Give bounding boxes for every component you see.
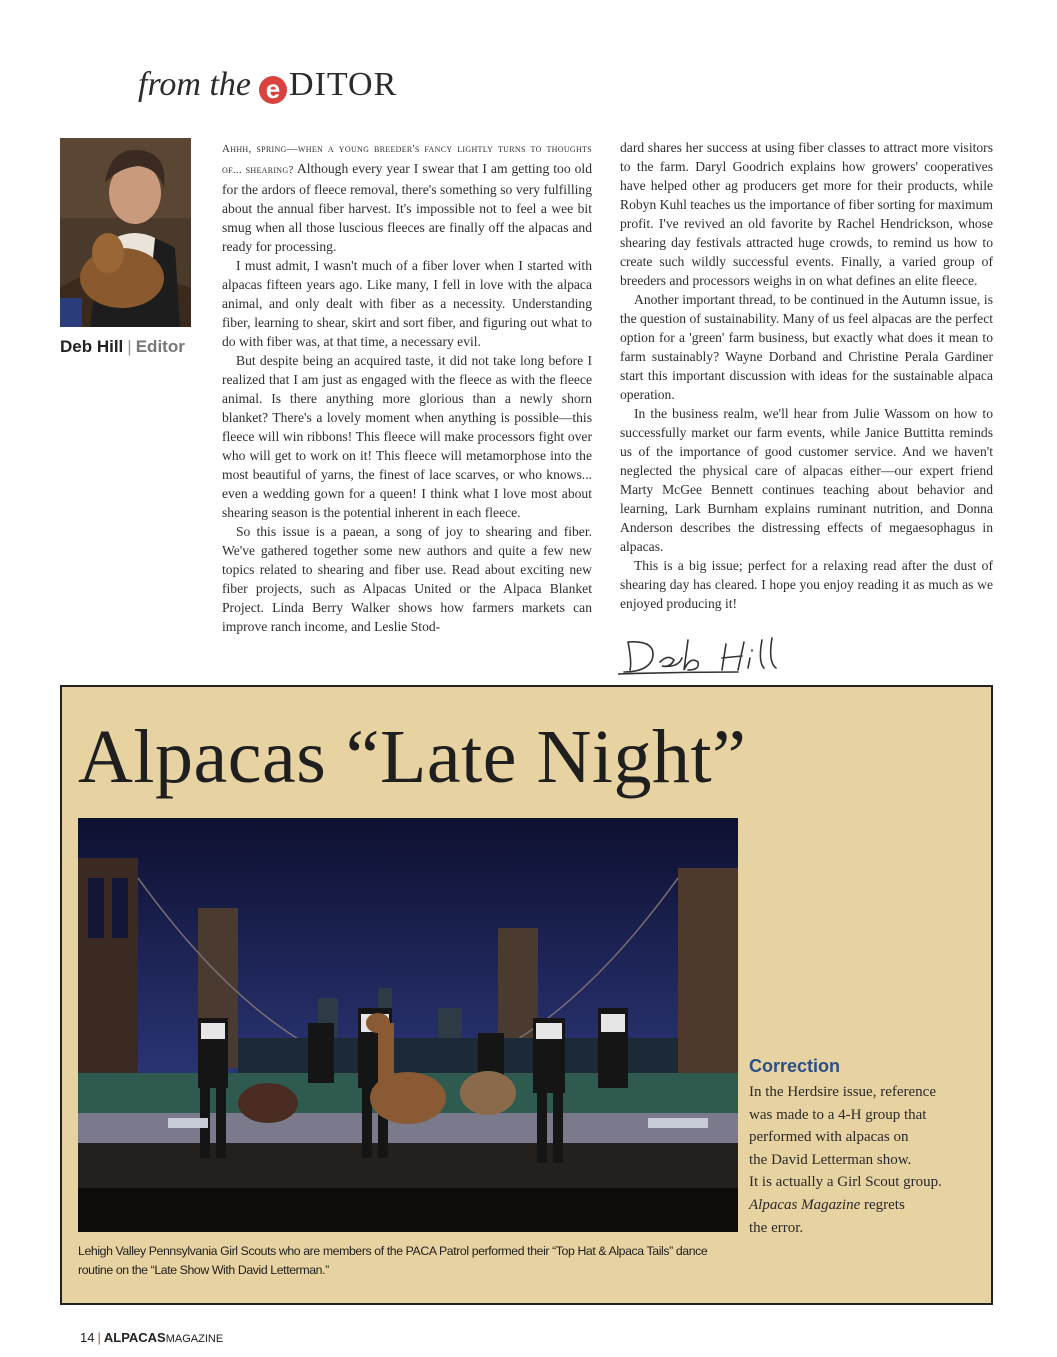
paragraph-3: But despite being an acquired taste, it did not take long before I realized that I am just as engaged with the fleece as with the fleece animal. Is there anything more glorious than a newly shorn blanket? There's a lovely moment when anything is possible—this fleece will win ribbons! This fleece will make processors fight over who will get to work on it! This fleece will metamorphose into the most beautiful of yarns, the finest of lace scarves, or who knows... even a wedding gown for a queen! I think what I love most about shearing season is the potential inherent in each fleece. [222, 353, 592, 520]
lead-in: Ahhh, spring—when a young breeder's fancy lightly turns to thoughts of... shearing? [222, 143, 592, 176]
paragraph-1 [222, 138, 592, 256]
correction-line: was made to a 4-H group that [749, 1106, 927, 1123]
magazine-name: Alpacas Magazine [749, 1196, 861, 1213]
editor-e-logo: e [259, 76, 287, 104]
correction-line: the error. [749, 1219, 804, 1236]
header-from-the: from the [138, 66, 252, 103]
correction-line: performed with alpacas on [749, 1129, 909, 1146]
editor-byline [60, 337, 185, 357]
magazine-name-rest: MAGAZINE [165, 1333, 224, 1345]
paragraph-1-text: Although every year I swear that I am getting too old for the ardors of fleece removal, there's something so very fulfilling about the annual fiber harvest. It's impossible not to feel a wee bit smug when all those luscious fleeces are finally off the alpacas and ready for processing. [222, 161, 592, 254]
paragraph-6: In the business realm, we'll hear from Julie Wassom on how to successfully market our farm events, while Janice Buttitta reminds us of the importance of good customer service. And we haven't neglected the physical care of alpacas either—our expert friend Marty McGee Bennett continues teaching about behavior and learning, Lark Burnham explains ruminant nutrition, and Donna Anderson describes the distressing effects of megaesophagus in alpacas. [620, 406, 993, 554]
late-show-photo [78, 818, 738, 1232]
photo-caption: Lehigh Valley Pennsylvania Girl Scouts who are members of the PACA Patrol performed their “Top Hat & Alpaca Tails” dance routine on the “Late Show With David Letterman.” [78, 1244, 708, 1277]
section-header [138, 66, 397, 104]
magazine-name-bold: ALPACAS [103, 1330, 166, 1345]
header-ditor: DITOR [289, 66, 398, 103]
correction-body [749, 1081, 979, 1239]
paragraph-5: Another important thread, to be continued in the Autumn issue, is the question of sustainability. Many of us feel alpacas are the perfect option for a 'green' farm business, but exactly what does it mean to farm sustainably? Wayne Dorband and Christine Perala Gardiner start this important discussion with ideas for the sustainable alpaca operation. [620, 292, 993, 402]
page-footer [80, 1330, 223, 1345]
paragraph-2: I must admit, I wasn't much of a fiber lover when I started with alpacas fifteen years ago. Like many, I fell in love with the alpaca animal, and only dealt with fiber as a necessity. Understanding fiber, learning to shear, skirt and sort fiber, and figuring out what to do with fiber was, at that time, a necessary evil. [222, 258, 592, 349]
correction-line: It is actually a Girl Scout group. [749, 1174, 942, 1191]
paragraph-7: This is a big issue; perfect for a relaxing read after the dust of shearing day has cleared. I hope you enjoy reading it as much as we enjoyed producing it! [620, 558, 993, 611]
paragraph-4-continued: dard shares her success at using fiber classes to attract more visitors to the farm. Daryl Goodrich explains how growers' cooperatives have helped other ag producers get more for their products, while Robyn Kuhl teaches us the importance of fiber sorting for maximum profit. I've revived an old favorite by Rachel Hendrickson, whose shearing day festivals attracted huge crowds, to remind us how to create such wildly successful events. Finally, a varied group of breeders and processors weighs in on what defines an elite fleece. [620, 140, 993, 288]
correction-line: In the Herdsire issue, reference [749, 1084, 936, 1100]
feature-title: Alpacas “Late Night” [78, 715, 747, 799]
editor-role: Editor [135, 337, 185, 356]
correction-line: the David Letterman show. [749, 1151, 912, 1168]
article-column-2 [620, 138, 993, 613]
correction-title: Correction [749, 1056, 841, 1076]
editor-name: Deb Hill [60, 337, 124, 356]
article-column-1 [222, 138, 592, 636]
page-number: 14 [80, 1330, 95, 1345]
correction-line [749, 1194, 979, 1217]
byline-separator: | [127, 337, 132, 356]
footer-separator: | [97, 1330, 101, 1345]
paragraph-4: So this issue is a paean, a song of joy to shearing and fiber. We've gathered together some new authors and quite a few new topics related to shearing and fiber use. Read about exciting new fiber projects, such as Alpacas United or the Alpaca Blanket Project. Linda Berry Walker shows how farmers markets can improve ranch income, and Leslie Stod- [222, 524, 592, 634]
editor-signature [618, 632, 818, 676]
editor-portrait [60, 138, 191, 327]
correction-line-rest: regrets [860, 1196, 905, 1213]
